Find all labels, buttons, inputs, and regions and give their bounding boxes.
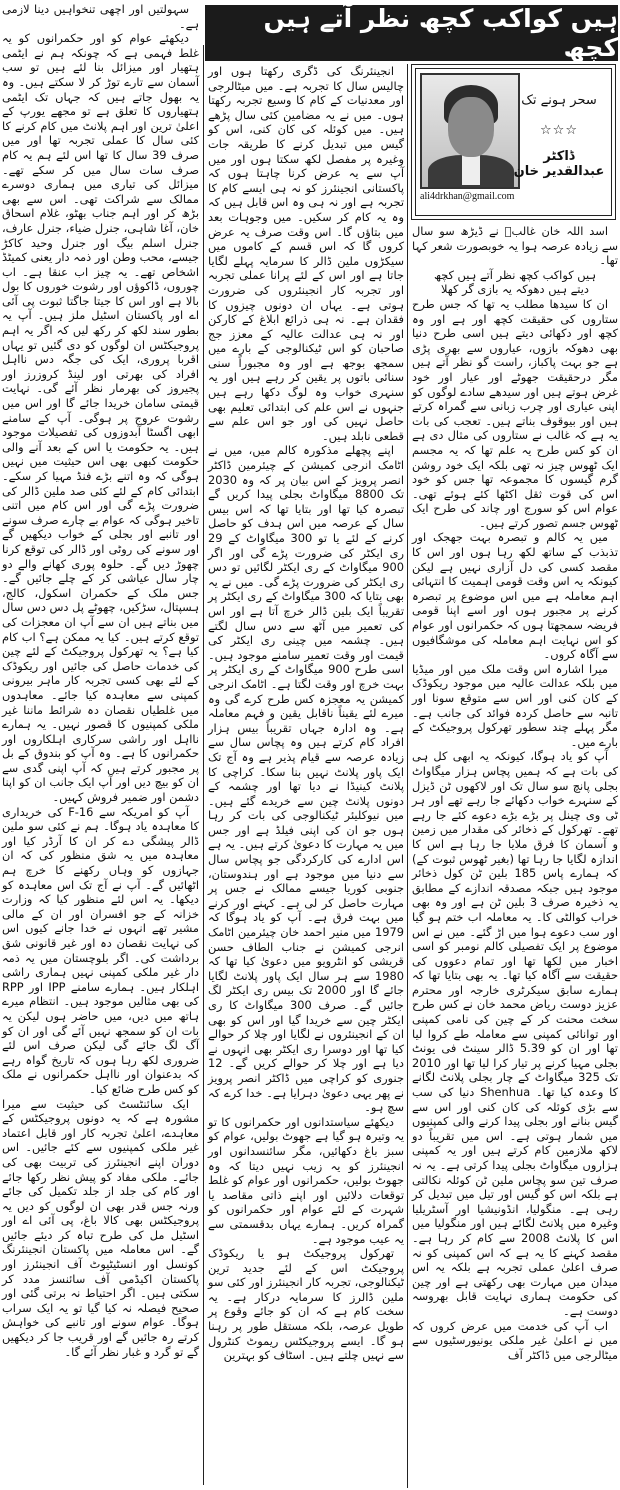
column-name: سحر ہونے تک <box>521 93 597 108</box>
left-column <box>2 2 199 1359</box>
author-photo <box>420 73 520 189</box>
paragraph: آپ کو یاد ہوگا، کیونکہ یہ ابھی کل ہی کی بات ہے کہ ہمیں پچاس ہزار میگاواٹ بجلی پانچ سو سال تک اور لاکھوں ٹن ڈیزل کے سنہرے خواب دکھائے جا رہے تھے اور ہر ٹی وی چینل پر بڑے بڑے دعوے کئے جا رہے تھے۔ تھرکول کے ذخائر کی مقدار میں زمین و آسمان کا فرق ملایا جا رہا ہے اس کا اندازہ لگایا جا رہا تھا (بغیر ٹھوس ثبوت کے) کہ ہمارے پاس 185 بلین ٹن کول ذخائر موجود ہیں جبکہ مصدقہ اندازے کے مطابق یہ ذخیرہ صرف 3 بلین ٹن ہے اور وہ بھی خراب کوالٹی کا۔ یہ معاملہ اب ختم ہو گیا اور سب دعوے ہوا میں اڑ گئے۔ میں نے اس موضوع پر ایک تفصیلی کالم نومبر کو اسی اخبار میں لکھا تھا اور تمام دعووں کی حقیقت سے آگاہ کیا تھا۔ یہ بھی بتایا تھا کہ ہمارے سابق سیکرٹری خارجہ اور محترم عزیز دوست ریاض محمد خان نے کس طرح سخت محنت کر کے چین کی نامی کمپنی اور توانائی کمپنی سے معاملہ طے کروا لیا تھا اور ان کو 5.39 ڈالر سینٹ فی یونٹ بجلی مہیا کرنے پر تیار کرا لیا تھا اور 2010 تک 325 میگاواٹ کے چار بجلی پلانٹ لگانے کا وعدہ کیا تھا۔ Shenhua دنیا کی سب سے بڑی کوئلہ کی کان کنی اور اس سے گیس بنانے اور بجلی پیدا کرنے والی کمپنیوں میں شمار ہوتی ہے۔ اس میں تقریباً دو لاکھ ملازمین کام کرتے ہیں اور یہ کمپنی ہزاروں میگاواٹ بجلی پیدا کرتی ہے۔ یہ نہ صرف تین سو پچاس ملین ٹن کوئلہ نکالتی ہے بلکہ اس کو گیس اور تیل میں تبدیل کر رہی ہے۔ منگولیا، انڈونیشیا اور آسٹریلیا وغیرہ میں پلانٹ لگائے ہیں اور منگولیا میں اس کا پلانٹ 2008 سے کام کر رہا ہے۔ مقصد کہنے کا یہ ہے کہ اس کمپنی کو نہ صرف اعلیٰ عملی تجربہ ہے بلکہ یہ اس میدان میں مہارت بھی رکھتی ہے اور چین کی حکومت ہماری نہایت قابل بھروسہ دوست ہے۔ <box>412 749 618 1318</box>
intro-paragraph: اسد اللہ خان غالبؔ نے ڈیڑھ سو سال سے زیادہ عرصہ ہوا یہ خوبصورت شعر کہا تھا۔ <box>412 224 618 268</box>
author-box <box>411 64 616 220</box>
article-title <box>205 5 618 61</box>
paragraph: سہولتیں اور اچھی تنخواہیں دینا لازمی ہے۔ <box>2 2 199 31</box>
author-name: ڈاکٹر عبدالقدیر خان <box>513 149 605 179</box>
paragraph: دیکھئے عوام کو اور حکمرانوں کو یہ غلط فہمی ہے کہ چونکہ ہم نے ایٹمی ہتھیار اور میزائل بنا لئے ہیں تو سب آسمان سے تارے توڑ کر لا سکتے ہیں۔ وہ یہ بھول جاتے ہیں کہ جہاں تک ایٹمی ہتھیاروں کا تعلق ہے تو مجھے یورپ کے اعلیٰ ترین اور اہم پلانٹ میں کام کرنے کا کئی سال کا عملی تجربہ تھا اور میں صرف 39 سال کا تھا اس لئے ہم یہ کام صرف سات سال میں کر سکے تھے۔ میزائل کی تیاری میں ہماری دوسرے ممالک سے شراکت تھی۔ اس سے بھی بڑھ کر اور اہم جناب بھٹو، غلام اسحاق خان، آغا شاہی، جنرل ضیاء، جنرل عارف، جنرل اسلم بیگ اور جنرل وحید کاکڑ جیسے، محب وطن اور ذمہ دار یعنی کمیٹڈ اشخاص تھے۔ یہ چیز اب عنقا ہے۔ اب چوروں، ڈاکوؤں اور رشوت خوروں کا بول بالا ہے اور اس کا جیتا جاگتا ثبوت پی آئی اے اور پاکستان اسٹیل ملز ہیں۔ آپ یہ بطور سند لکھ کر رکھ لیں کہ اگر یہ اہم پروجیکٹس ان لوگوں کو دی گئیں تو یہاں اقربا پروری، ایک کی جگہ دس نااہل افراد کی بھرتی اور لینڈ کروزرز اور پجیروز کی بھرمار نظر آئے گی۔ نہایت قیمتی سامان خریدا جائے گا اور اس میں رشوت عروج پر ہوگی۔ آپ کے سامنے ابھی اگسٹا آبدوزوں کی تفصیلات موجود ہیں۔ یہ حکومت یا اس کے بعد آنے والی حکومت کبھی بھی اس حیثیت میں نہیں ہوگی کہ وہ اتنے بڑے فنڈ مہیا کر سکے۔ ابتدائی کام کے لئے کئی صد ملین ڈالر کی ضرورت پڑے گی اور اس کام میں اتنی تاخیر ہوگی کہ عوام بے چارے صرف سونے اور تانبے اور بجلی کے خواب دیکھیں گے اور سونے کی روٹی اور ڈالر کی توقع کرنا چھوڑ دیں گے۔ حلوہ پوری کھانے والے دو چار سال عیاشی کر کے چلے جائیں گے۔ جس ملک کے حکمران اسکول، کالج، ہسپتال، سڑکیں، چھوٹے پل دس دس سال میں بناتے ہیں ان سے آپ ان معجزات کی توقع کرتے ہیں۔ کیا یہ ممکن ہے؟ اب کام کیا ہے؟ یہ تھرکول پروجیکٹ کے لئے چین کی خدمات حاصل کی جائیں اور ریکوڈک کے لئے بھی کسی تجربہ کار ماہر بیرونی کمپنی سے معاہدہ کیا جائے۔ معاہدوں میں غلطیاں نقصان دہ شرائط ماننا غیر ملکی کمپنیوں کا قصور نہیں۔ یہ ہمارے نااہل اور راشی سرکاری اہلکاروں اور حکمرانوں کا ہے۔ وہ آپ کو بندوق کے بل پر مجبور کرتے ہیں کہ آپ اپنی گدی سے ان کو بیچ دیں اور آپ ایک جانب ان کو اپنا دشمن اور ضمیر فروش کہیں۔ <box>2 31 199 805</box>
paragraph: تھرکول پروجیکٹ ہو یا ریکوڈک پروجیکٹ اس کے لئے جدید ترین ٹیکنالوجی، تجربہ کار انجینئرز اور کئی سو ملین ڈالرز کا سرمایہ درکار ہے۔ یہ سخت کام ہے کہ ان کو جائے وقوع پر طویل عرصہ، بلکہ مستقل طور پر رہنا ہو گا۔ ایسے پروجیکٹس ریموٹ کنٹرول سے نہیں چلتے ہیں۔ اسٹاف کو بہترین <box>208 1246 404 1363</box>
column-divider <box>203 45 204 1485</box>
paragraph: ان کا سیدھا مطلب یہ تھا کہ جس طرح ستاروں کی حقیقت کچھ اور ہے اور وہ کچھ اور دکھائی دیتے ہیں اسی طرح دنیا بھی دھوکہ بازوں، عیاروں سے بھری پڑی ہے جو بہت پاکباز، راست گو نظر آتے ہیں مگر درحقیقت جھوٹے اور عیار اور خود غرض ہوتے ہیں اور سیدھے سادے لوگوں کو اپنی عیاری اور چرب زبانی سے گمراہ کرتے ہیں اور بیوقوف بناتے ہیں۔ تعجب کی بات یہ ہے کہ غالب نے ستاروں کی مثال دی ہے ان کو کس طرح یہ علم تھا کہ یہ مجسم ایک ٹھوس چیز نہ تھی بلکہ ایک خود روشن گرم گیسوں کا مجموعہ تھا جس کو خود اس کی قوت ثقل اکٹھا کئے ہوئے تھی۔ عوام اس کو سورج اور چاند کی طرح ایک ٹھوس جسم تصور کرتے ہیں۔ <box>412 296 618 530</box>
paragraph: میرا اشارہ اس وقت ملک میں اور میڈیا میں بلکہ عدالت عالیہ میں موجود ریکوڈک کے کان کنی اور اس سے متوقع سونا اور تانبہ سے حاصل کردہ فوائد کی جانب ہے۔ مگر پہلے چند سطور تھرکول پروجیکٹ کے بارے میں۔ <box>412 661 618 749</box>
column-divider <box>407 64 408 1488</box>
article-title-text: ہیں کواکب کچھ نظر آتے ہیں کچھ <box>263 4 618 62</box>
paragraph: میں یہ کالم و تبصرہ بہت جھجک اور تذبذب کے ساتھ لکھ رہا ہوں اور اس کا مقصد کسی کی دل آزاری نہیں ہے لیکن کیونکہ یہ اس وقت قومی اہمیت کا انتہائی اہم معاملہ ہے میں اس موضوع پر تبصرہ کرنے پر مجبور ہوں اور اسے اپنا قومی فریضہ سمجھتا ہوں کہ حکمرانوں اور عوام کو اس نہایت اہم معاملہ کی موشگافیوں سے آگاہ کروں۔ <box>412 530 618 662</box>
paragraph: اب آپ کی خدمت میں عرض کروں کہ میں نے اعلیٰ غیر ملکی یونیورسٹیوں سے میٹالرجی میں ڈاکٹر آف <box>412 1318 618 1362</box>
verse-line: ہیں کواکب کچھ نظر آتے ہیں کچھ <box>433 267 597 282</box>
stars-icon: ☆☆☆ <box>540 123 578 138</box>
paragraph: ایک سائنٹسٹ کی حیثیت سے میرا مشورہ ہے کہ یہ دونوں پروجیکٹس کے معاہدے، اعلیٰ تجربہ کار اور قابل اعتماد غیر ملکی کمپنیوں سے کئے جائیں۔ اس دوران اپنے انجینئرز کی تربیت بھی کی جائے۔ ملکی مفاد کو پیش نظر رکھا جائے اور کام کی جلد از جلد تکمیل کی جائے ورنہ جس قدر بھی ان لوگوں کو دیں یہ پروجیکٹس بھی کالا باغ، پی آئی اے اور اسٹیل مل کی طرح تباہ کر دیئے جائیں گے۔ اس معاملہ میں پاکستان انجینئرنگ کونسل اور انسٹیٹیوٹ آف انجینئرز اور پاکستان اکیڈمی آف سائنسز مدد کر سکتی ہیں۔ اگر احتیاط نہ برتی گئی اور صحیح فیصلہ نہ کیا گیا تو یہ ایک سراب ہوگا۔ عوام سونے اور تانبے کی خواہش کرتے رہ جائیں گے اور قریب جا کر دیکھیں گے تو گرد و غبار نظر آئے گا۔ <box>2 1096 199 1359</box>
verse-line: دیتے ہیں دھوکہ یہ بازی گر کھلا <box>440 282 589 297</box>
paragraph: اپنے پچھلے مذکورہ کالم میں، میں نے اٹامک انرجی کمیشن کے چیئرمین ڈاکٹر انصر پرویز کے اس بیان پر کہ وہ 2030 تک 8800 میگاواٹ بجلی پیدا کریں گے تبصرہ کیا تھا اور بتایا تھا کہ اس بیس سال کے عرصہ میں اس ہدف کو حاصل کرنے کے لئے یا تو 300 میگاواٹ کے 29 ری ایکٹر کی ضرورت پڑے گی اور اگر 900 میگاواٹ کے ری ایکٹر لگائیں تو دس ری ایکٹر کی ضرورت پڑے گی۔ میں نے یہ بھی بتایا کہ 300 میگاواٹ کے ری ایکٹر پر تقریباً ایک بلین ڈالر خرچ آتا ہے اور اس کی تعمیر میں آٹھ سے دس سال لگتے ہیں۔ چشمہ میں چینی ری ایکٹر کی قیمت اور وقت تعمیر سامنے موجود ہیں۔ اسی طرح 900 میگاواٹ کے ری ایکٹر پر بہت خرچ اور وقت لگتا ہے۔ اٹامک انرجی کمیشن یہ معجزہ کس طرح کرے گی وہ میرے لئے یقیناً ناقابل یقین و فہم معاملہ ہے۔ وہ ادارہ جہاں تقریباً بیس ہزار افراد کام کرتے ہیں وہ پچاس سال سے زیادہ عرصہ سے قیام پذیر ہے وہ آج تک ایک پاور پلانٹ نہیں بنا سکا۔ کراچی کا پلانٹ کینیڈا نے دیا تھا اور چشمہ کے دونوں پلانٹ چین سے خریدے گئے ہیں۔ میں نیوکلیئر ٹیکنالوجی کی بات کر رہا ہوں جو ان کی اپنی فیلڈ ہے اور جس میں یہ مہارت کا دعویٰ کرتے ہیں۔ یہ ہے اس ادارے کی کارکردگی جو پچاس سال سے دنیا میں موجود ہے اور ہندوستان، جنوبی کوریا جیسے ممالک نے جس پر مہارت حاصل کر لی ہے۔ کہنے اور کرنے میں بہت فرق ہے۔ آپ کو یاد ہوگا کہ 1979 میں منیر احمد خان چیئرمین اٹامک انرجی کمیشن نے جناب الطاف حسن قریشی کو انٹرویو میں دعویٰ کیا تھا کہ 1980 سے ہر سال ایک پاور پلانٹ لگایا جائے گا اور 2000 تک بیس ری ایکٹر لگ جائیں گے۔ صرف 300 میگاواٹ کا ری ایکٹر چین سے خریدا گیا اور اس کو بھی ان کے انجینئروں نے لگایا اور چلا کر حوالے کیا تھا اور دوسرا ری ایکٹر بھی انہوں نے دیا ہے اور چلا کر حوالے کریں گے۔ 12 جنوری کو کراچی میں ڈاکٹر انصر پرویز نے پھر یہی دعویٰ دہرایا ہے۔ خدا کرے کہ سچ ہو۔ <box>208 443 405 1115</box>
paragraph: انجینئرنگ کی ڈگری رکھتا ہوں اور چالیس سال کا تجربہ ہے۔ میں میٹالرجی اور معدنیات کے کام کا وسیع تجربہ رکھتا ہوں۔ میں نے یہ مضامین کئی سال پڑھے ہیں۔ میں کوئلہ کی کان کنی، اس کو گیس میں تبدیل کرنے کا طریقہ جات وغیرہ پر مفصل لکھ سکتا ہوں اور میں آپ سے یہ عرض کرنا چاہتا ہوں کہ پاکستانی انجینئرز کو نہ ہی ایسے کام کا تجربہ ہے اور نہ ہی وہ اس قابل ہیں کہ وہ یہ کام کر سکیں۔ میں وجوہات بعد میں بتاؤں گا۔ اس وقت صرف یہ عرض کروں گا کہ اس قسم کے کاموں میں سیکڑوں ملین ڈالر کا سرمایہ پہلے لگایا جاتا ہے اور اس کے لئے پرانا عملی تجربہ اور تجربہ کار انجینئروں کی ضرورت ہوتی ہے۔ یہاں ان دونوں چیزوں کا فقدان ہے۔ نہ ہی ذرائع ابلاغ کے کارکن اور نہ ہی عدالت عالیہ کے معزز جج صاحبان کو اس ٹیکنالوجی کے بارے میں سمجھ بوجھ ہے اور وہ مجبوراً سنی سنائی باتوں پر یقین کر رہے ہیں اور یہ سنہری خواب وہ لوگ دکھا رہے ہیں جنہوں نے اس علم کی ابتدائی تعلیم بھی حاصل نہیں کی اور جو اس علم سے قطعی نابلد ہیں۔ <box>208 64 404 443</box>
middle-column <box>208 64 404 1363</box>
author-email: ali4drkhan@gmail.com <box>420 191 515 202</box>
right-column <box>412 224 618 1362</box>
paragraph: دیکھئے سیاستدانوں اور حکمرانوں کا تو یہ وتیرہ ہو گیا ہے جھوٹ بولیں، عوام کو سبز باغ دکھائیں، مگر سائنسدانوں اور انجینئرز کو یہ زیب نہیں دیتا کہ وہ جھوٹ بولیں، حکمرانوں اور عوام کو غلط توقعات دلائیں اور اپنے ذاتی مقاصد یا شہرت کے لئے عوام اور حکمرانوں کو گمراہ کریں۔ ہمارے یہاں بدقسمتی سے یہ عیب موجود ہے۔ <box>208 1114 404 1246</box>
paragraph: آپ کو امریکہ سے F-16 کی خریداری کا معاہدہ یاد ہوگا۔ ہم نے کئی سو ملین ڈالر پیشگی دے کر ان کا آرڈر کیا اور معاہدہ میں یہ شق منظور کی کہ ان جہازوں کو وہاں رکھنے کا خرچ ہم اٹھائیں گے۔ آپ نے آج تک اس معاہدہ کو دیکھا۔ یہ اس لئے منظور کیا کہ وزارت خزانہ کے جو افسران اور ان کے مالی مشیر تھے انہوں نے خدا جانے کیوں اس کی نہایت نقصان دہ اور غیر قانونی شق برداشت کی۔ اگر بلوچستان میں یہ ذمہ دار غیر ملکی کمپنی نہیں ہماری راشی اہلکار ہیں۔ ہمارے سامنے IPP اور RPP کی بھی مثالیں موجود ہیں۔ انتظام میرے ہاتھ میں دیں، میں حاضر ہوں لیکن یہ بات ان کو سمجھ نہیں آئے گی اور ان کو آگ لگ جائے گی لیکن صرف اس لئے ضروری لکھ رہا ہوں کہ تاریخ گواہ رہے کہ بدعنوان اور نااہل حکمرانوں نے ملک کو کس طرح ضائع کیا۔ <box>2 804 199 1096</box>
